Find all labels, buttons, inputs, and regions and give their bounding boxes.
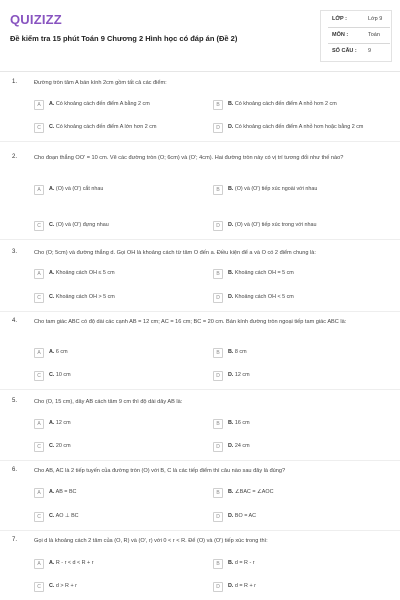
- answer-option-d[interactable]: [213, 369, 389, 383]
- option-label: 16 cm: [234, 420, 250, 426]
- answer-option-b[interactable]: [213, 486, 389, 500]
- option-text: [228, 124, 388, 131]
- option-letter-box: B: [213, 348, 223, 358]
- option-letter-box: A: [34, 419, 44, 429]
- option-label: Có khoảng cách đến điểm A nhỏ hơn hoặc bằng 2 cm: [234, 124, 364, 130]
- answer-option-c[interactable]: [34, 510, 210, 524]
- option-text: [228, 270, 388, 277]
- option-letter-box: A: [34, 488, 44, 498]
- option-key: C.: [49, 294, 55, 300]
- option-text: [228, 222, 388, 229]
- answer-option-d[interactable]: [213, 291, 389, 305]
- quizizz-logo: QUIZIZZ: [10, 12, 62, 27]
- question-number: 1.: [12, 79, 18, 85]
- option-label: d = R + r: [234, 583, 256, 589]
- answer-option-a[interactable]: [34, 267, 210, 281]
- answer-option-d[interactable]: [213, 510, 389, 524]
- meta-row-subject: [328, 28, 390, 44]
- meta-row-class: [328, 12, 390, 28]
- question-number: 6.: [12, 467, 18, 473]
- option-letter-box: C: [34, 371, 44, 381]
- option-label: 20 cm: [55, 443, 71, 449]
- option-key: D.: [228, 124, 234, 130]
- option-label: Khoảng cách OH > 5 cm: [55, 294, 115, 300]
- option-letter-box: C: [34, 221, 44, 231]
- option-key: C.: [49, 222, 55, 228]
- option-label: Khoảng cách OH ≤ 5 cm: [55, 270, 115, 276]
- answer-option-b[interactable]: [213, 417, 389, 431]
- option-letter-box: B: [213, 488, 223, 498]
- question-text: Cho (O; 5cm) và đường thẳng d. Gọi OH là khoảng cách từ tâm O đến a. Điều kiện để a và O có 2 điểm chung là:: [34, 250, 316, 256]
- option-letter-box: D: [213, 293, 223, 303]
- option-text: [49, 222, 209, 229]
- option-text: [228, 101, 388, 108]
- option-label: Có khoảng cách đến điểm A bằng 2 cm: [55, 101, 150, 107]
- option-letter-box: A: [34, 559, 44, 569]
- option-letter-box: D: [213, 123, 223, 133]
- option-label: 8 cm: [234, 349, 247, 355]
- option-label: Có khoảng cách đến điểm A lớn hơn 2 cm: [55, 124, 157, 130]
- option-key: C.: [49, 372, 55, 378]
- option-key: D.: [228, 583, 234, 589]
- option-label: d > R + r: [55, 583, 77, 589]
- question-text: Cho (O, 15 cm), dây AB cách tâm 9 cm thì độ dài dây AB là:: [34, 399, 183, 405]
- answer-option-b[interactable]: [213, 346, 389, 360]
- option-label: Có khoảng cách đến điểm A nhỏ hơn 2 cm: [234, 101, 337, 107]
- option-letter-box: C: [34, 582, 44, 592]
- option-text: [49, 583, 209, 590]
- option-key: A.: [49, 186, 55, 192]
- option-text: [49, 270, 209, 277]
- option-text: [49, 372, 209, 379]
- option-letter-box: B: [213, 419, 223, 429]
- answer-option-a[interactable]: [34, 486, 210, 500]
- option-label: 10 cm: [55, 372, 71, 378]
- option-letter-box: A: [34, 100, 44, 110]
- answer-option-a[interactable]: [34, 557, 210, 571]
- option-key: B.: [228, 101, 234, 107]
- option-letter-box: C: [34, 123, 44, 133]
- option-letter-box: D: [213, 371, 223, 381]
- answer-option-b[interactable]: [213, 267, 389, 281]
- option-label: AB = BC: [55, 489, 77, 495]
- answer-option-c[interactable]: [34, 440, 210, 454]
- option-text: [49, 513, 209, 520]
- worksheet-title: Đề kiểm tra 15 phút Toán 9 Chương 2 Hình học có đáp án (Đề 2): [10, 34, 238, 43]
- option-text: [228, 489, 388, 496]
- question-number: 2.: [12, 154, 18, 160]
- meta-label: MÔN :: [332, 32, 349, 38]
- option-key: B.: [228, 420, 234, 426]
- option-key: B.: [228, 270, 234, 276]
- option-letter-box: B: [213, 269, 223, 279]
- option-label: (O) và (O') đựng nhau: [55, 222, 109, 228]
- meta-label: SỐ CÂU :: [332, 48, 357, 54]
- worksheet-header: [0, 0, 400, 68]
- option-label: (O) và (O') tiếp xúc trong với nhau: [234, 222, 317, 228]
- option-label: (O) và (O') cắt nhau: [55, 186, 104, 192]
- answer-option-d[interactable]: [213, 440, 389, 454]
- option-text: [228, 443, 388, 450]
- option-text: [228, 349, 388, 356]
- answer-option-b[interactable]: [213, 183, 389, 197]
- option-letter-box: D: [213, 221, 223, 231]
- option-key: A.: [49, 489, 55, 495]
- option-letter-box: D: [213, 442, 223, 452]
- question-text: Cho đoạn thẳng OO' = 10 cm. Vẽ các đường tròn (O; 6cm) và (O'; 4cm). Hai đường tròn này có vị trí tương đối như thế nào?: [34, 155, 344, 161]
- answer-option-b[interactable]: [213, 98, 389, 112]
- option-key: A.: [49, 420, 55, 426]
- question-number: 5.: [12, 398, 18, 404]
- option-key: C.: [49, 124, 55, 130]
- option-label: AO ⊥ BC: [55, 513, 79, 519]
- option-label: 24 cm: [234, 443, 250, 449]
- answer-option-a[interactable]: [34, 98, 210, 112]
- option-key: D.: [228, 443, 234, 449]
- option-text: [49, 294, 209, 301]
- option-text: [228, 186, 388, 193]
- option-text: [49, 560, 209, 567]
- option-label: d = R - r: [234, 560, 255, 566]
- option-text: [228, 372, 388, 379]
- meta-value: Lớp 9: [368, 16, 383, 22]
- option-letter-box: D: [213, 582, 223, 592]
- answer-option-a[interactable]: [34, 183, 210, 197]
- question-number: 4.: [12, 318, 18, 324]
- option-key: C.: [49, 443, 55, 449]
- option-key: B.: [228, 560, 234, 566]
- header-divider: [0, 71, 400, 72]
- option-letter-box: B: [213, 100, 223, 110]
- option-text: [228, 294, 388, 301]
- answer-option-c[interactable]: [34, 121, 210, 135]
- option-letter-box: A: [34, 348, 44, 358]
- meta-label: LỚP :: [332, 16, 347, 22]
- option-label: (O) và (O') tiếp xúc ngoài với nhau: [234, 186, 318, 192]
- option-label: Khoảng cách OH < 5 cm: [234, 294, 294, 300]
- answer-option-d[interactable]: [213, 121, 389, 135]
- answer-option-a[interactable]: [34, 346, 210, 360]
- question-separator: [0, 460, 400, 461]
- meta-info: [328, 12, 390, 60]
- answer-option-c[interactable]: [34, 219, 210, 233]
- answer-option-d[interactable]: [213, 580, 389, 594]
- question-separator: [0, 141, 400, 142]
- option-key: A.: [49, 101, 55, 107]
- option-label: 12 cm: [234, 372, 250, 378]
- option-key: D.: [228, 372, 234, 378]
- question-separator: [0, 530, 400, 531]
- option-text: [228, 513, 388, 520]
- option-key: A.: [49, 270, 55, 276]
- option-text: [49, 124, 209, 131]
- option-label: Khoảng cách OH = 5 cm: [234, 270, 294, 276]
- question-separator: [0, 389, 400, 390]
- option-letter-box: C: [34, 512, 44, 522]
- option-key: C.: [49, 513, 55, 519]
- option-label: BO = AC: [234, 513, 257, 519]
- question-number: 7.: [12, 537, 18, 543]
- option-letter-box: A: [34, 269, 44, 279]
- option-key: B.: [228, 349, 234, 355]
- option-key: D.: [228, 294, 234, 300]
- option-key: A.: [49, 560, 55, 566]
- answer-option-c[interactable]: [34, 580, 210, 594]
- option-text: [49, 420, 209, 427]
- question-number: 3.: [12, 249, 18, 255]
- option-letter-box: C: [34, 442, 44, 452]
- option-label: 6 cm: [55, 349, 68, 355]
- option-label: 12 cm: [55, 420, 71, 426]
- answer-option-d[interactable]: [213, 219, 389, 233]
- option-key: B.: [228, 489, 234, 495]
- option-key: D.: [228, 222, 234, 228]
- answer-option-c[interactable]: [34, 369, 210, 383]
- option-key: A.: [49, 349, 55, 355]
- option-text: [228, 560, 388, 567]
- question-text: Cho tam giác ABC có độ dài các cạnh AB = 12 cm; AC = 16 cm; BC = 20 cm. Bán kính đường tròn ngoại tiếp tam giác ABC là:: [34, 319, 347, 325]
- option-text: [49, 349, 209, 356]
- question-text: Cho AB, AC là 2 tiếp tuyến của đường tròn (O) với B, C là các tiếp điểm thì câu nào sau đây là đúng?: [34, 468, 286, 474]
- answer-option-b[interactable]: [213, 557, 389, 571]
- option-letter-box: B: [213, 559, 223, 569]
- meta-row-count: [328, 44, 390, 60]
- option-letter-box: D: [213, 512, 223, 522]
- option-text: [49, 443, 209, 450]
- option-text: [49, 186, 209, 193]
- question-separator: [0, 239, 400, 240]
- option-letter-box: C: [34, 293, 44, 303]
- question-text: Đường tròn tâm A bán kính 2cm gồm tất cả các điểm:: [34, 80, 167, 86]
- answer-option-a[interactable]: [34, 417, 210, 431]
- question-text: Gọi d là khoảng cách 2 tâm của (O, R) và (O', r) với 0 < r < R. Để (O) và (O') tiếp xúc trong thì:: [34, 538, 268, 544]
- option-key: C.: [49, 583, 55, 589]
- meta-value: Toán: [368, 32, 380, 38]
- option-text: [228, 583, 388, 590]
- answer-option-c[interactable]: [34, 291, 210, 305]
- option-text: [228, 420, 388, 427]
- option-letter-box: A: [34, 185, 44, 195]
- option-text: [49, 489, 209, 496]
- option-key: D.: [228, 513, 234, 519]
- option-key: B.: [228, 186, 234, 192]
- option-text: [49, 101, 209, 108]
- option-label: ∠BAC = ∠AOC: [234, 489, 274, 495]
- meta-value: 9: [368, 48, 372, 54]
- option-label: R - r < d < R + r: [55, 560, 94, 566]
- question-separator: [0, 311, 400, 312]
- option-letter-box: B: [213, 185, 223, 195]
